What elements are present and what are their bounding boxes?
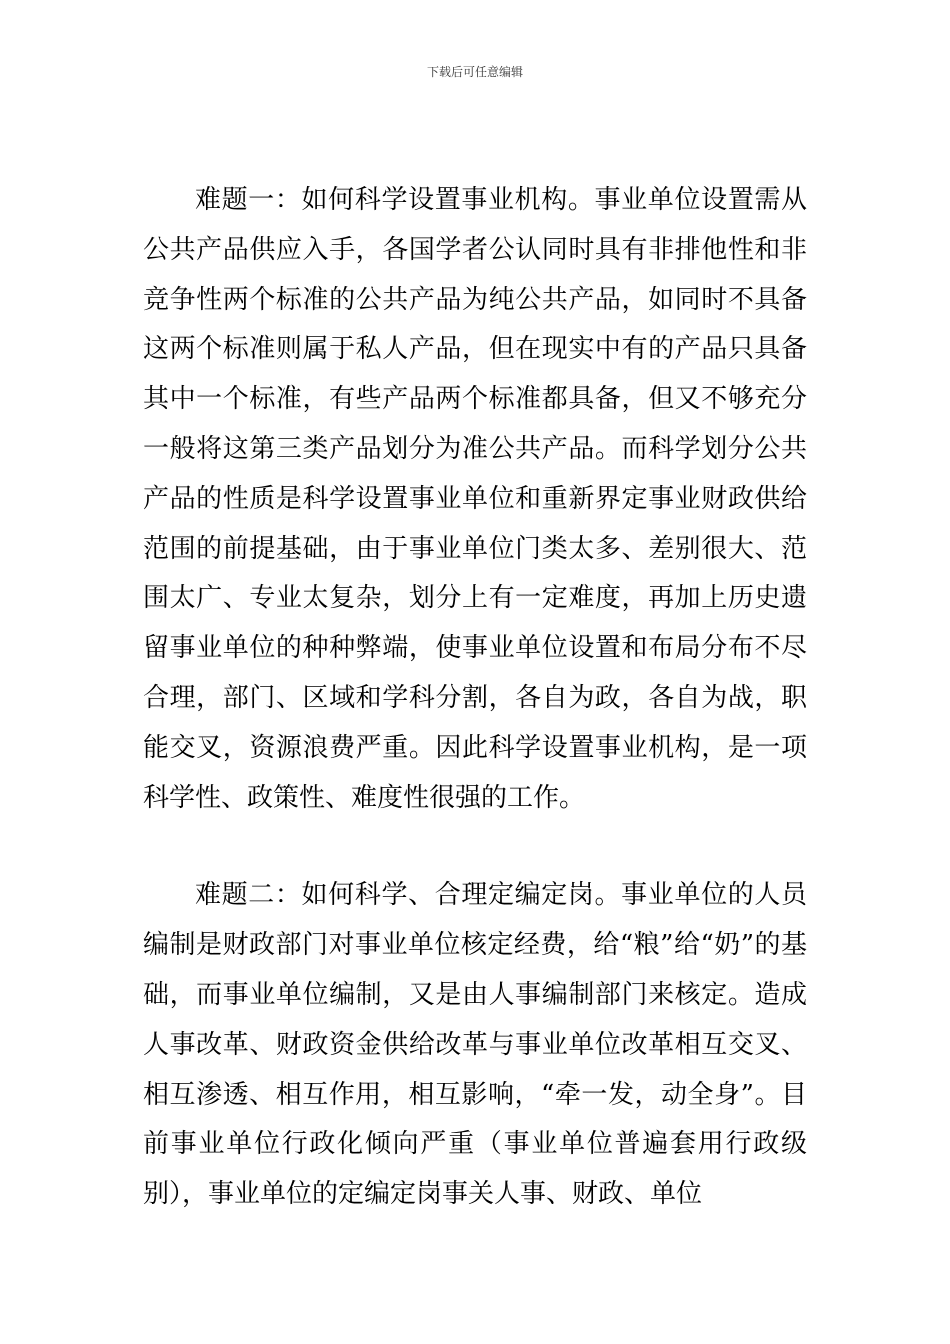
paragraph-problem-one: 难题一：如何科学设置事业机构。事业单位设置需从公共产品供应入手，各国学者公认同时具有非排他性和非竞争性两个标准的公共产品为纯公共产品，如同时不具备这两个标准则属于私人产品，但在现实中有的产品只具备其中一个标准，有些产品两个标准都具备，但又不够充分一般将这第三类产品划分为准公共产品。而科学划分公共产品的性质是科学设置事业单位和重新界定事业财政供给范围的前提基础，由于事业单位门类太多、差别很大、范围太广、专业太复杂，划分上有一定难度，再加上历史遗留事业单位的种种弊端，使事业单位设置和布局分布不尽合理，部门、区域和学科分割，各自为政，各自为战，职能交叉，资源浪费严重。因此科学设置事业机构，是一项科学性、政策性、难度性很强的工作。 xyxy=(143,185,807,813)
document-body xyxy=(143,176,807,1220)
paragraph-problem-two: 难题二：如何科学、合理定编定岗。事业单位的人员编制是财政部门对事业单位核定经费，给“粮”给“奶”的基础，而事业单位编制，又是由人事编制部门来核定。造成人事改革、财政资金供给改革与事业单位改革相互交叉、相互渗透、相互作用，相互影响，“牵一发，动全身”。目前事业单位行政化倾向严重（事业单位普遍套用行政级别），事业单位的定编定岗事关人事、财政、单位 xyxy=(143,880,807,1210)
page-header: 下载后可任意编辑 xyxy=(426,65,523,79)
